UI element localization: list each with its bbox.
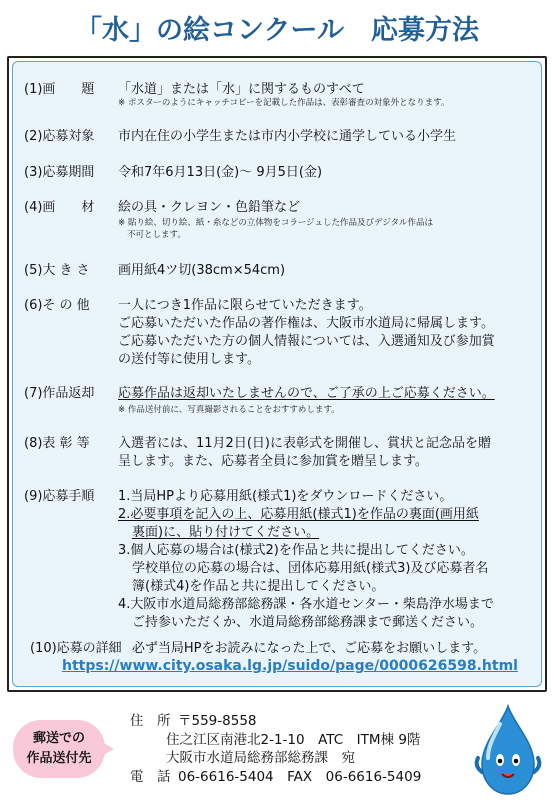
- item-value: 市内在住の小学生または市内小学校に通学している小学生: [118, 129, 457, 144]
- item-value-line: の送付等に使用します。: [118, 352, 260, 367]
- step-4-cont: ご持参いただくか、水道局総務部総務課まで郵送ください。: [132, 615, 484, 630]
- step-3: 3.個人応募の場合は(様式2)を作品と共に提出してください。: [118, 543, 474, 558]
- badge-line: 郵送での: [32, 731, 85, 746]
- item-note: ※ 作品送付前に、写真撮影されることをおすすめします。: [118, 405, 340, 415]
- item-value-line: 呈します。また、応募者全員に参加賞を贈呈します。: [118, 454, 428, 469]
- page-title: 「水」の絵コンクール 応募方法: [75, 15, 479, 46]
- item-value: 令和7年6月13日(金)～ 9月5日(金): [118, 165, 323, 180]
- step-2: 2.必要事項を記入の上、応募用紙(様式1)を作品の裏面(画用紙: [118, 507, 479, 522]
- details-link[interactable]: https://www.city.osaka.lg.jp/suido/page/0000626598.html: [62, 658, 518, 674]
- item-label: (7)作品返却: [24, 386, 95, 401]
- item-award: [24, 435, 491, 452]
- item-theme: [24, 81, 365, 98]
- item-label: (2)応募対象: [24, 129, 95, 144]
- item-value: 入選者には、11月2日(日)に表彰式を開催し、賞状と記念品を贈: [118, 436, 491, 451]
- mailing-badge: [13, 720, 105, 778]
- item-value: 絵の具・クレヨン・色鉛筆など: [118, 200, 301, 215]
- item-value-line: ご応募いただいた方の個人情報については、入選通知及び参加賞: [118, 334, 495, 349]
- item-details: [30, 640, 486, 657]
- phone-fax: 06-6616-5404 FAX 06-6616-5409: [178, 769, 422, 785]
- item-procedure: [24, 488, 452, 505]
- item-label: (8)表 彰 等: [24, 436, 90, 451]
- item-label: (10)応募の詳細: [30, 641, 122, 656]
- item-material: [24, 199, 300, 216]
- badge-line: 作品送付先: [26, 751, 92, 766]
- item-value: 応募作品は返却いたしませんので、ご了承の上ご応募ください。: [118, 386, 495, 401]
- item-other: [24, 297, 372, 314]
- item-period: [24, 164, 322, 181]
- item-label: (6)そ の 他: [24, 298, 90, 313]
- step-3-cont: 学校単位の応募の場合は、団体応募用紙(様式3)及び応募者名: [132, 561, 489, 576]
- item-label: (3)応募期間: [24, 165, 95, 180]
- phone-label: 電 話: [130, 769, 171, 785]
- item-return: [24, 385, 495, 402]
- item-value-line: ご応募いただいた作品の著作権は、大阪市水道局に帰属します。: [118, 316, 494, 331]
- address-line: 住之江区南港北2-1-10 ATC ITM棟 9階: [166, 732, 421, 748]
- item-note: ※ 貼り絵、切り絵、紙・糸などの立体物をコラージュした作品及びデジタル作品は: [118, 218, 433, 228]
- item-label: (1)画 題: [24, 82, 95, 97]
- item-note: ※ ポスターのようにキャッチコピーを記載した作品は、表彰審査の対象外となります。: [118, 98, 450, 108]
- item-value: 「水道」または「水」に関するものすべて: [118, 82, 365, 97]
- step-2-cont: 裏面)に、貼り付けてください。: [132, 525, 320, 540]
- step-1: 1.当局HPより応募用紙(様式1)をダウンロードください。: [118, 489, 453, 504]
- item-target: [24, 128, 456, 145]
- item-value: 画用紙4ツ切(38cm×54cm): [118, 263, 286, 278]
- water-drop-mascot-icon: [472, 702, 544, 798]
- address-label: 住 所: [130, 713, 171, 729]
- item-label: (5)大 き さ: [24, 263, 90, 278]
- item-value: 必ず当局HPをお読みになった上で、ご応募をお願いします。: [131, 641, 487, 656]
- item-value: 一人につき1作品に限らせていただきます。: [118, 298, 372, 313]
- address-recipient: 大阪市水道局総務部総務課 宛: [166, 750, 355, 766]
- item-label: (9)応募手順: [24, 489, 95, 504]
- step-3-cont: 簿(様式4)を作品と共に提出してください。: [132, 579, 385, 594]
- item-label: (4)画 材: [24, 200, 95, 215]
- item-size: [24, 262, 285, 279]
- item-note: 不可とします。: [127, 230, 186, 240]
- step-4: 4.大阪市水道局総務部総務課・各水道センター・柴島浄水場まで: [118, 597, 494, 612]
- postal-code: 〒559-8558: [178, 713, 257, 729]
